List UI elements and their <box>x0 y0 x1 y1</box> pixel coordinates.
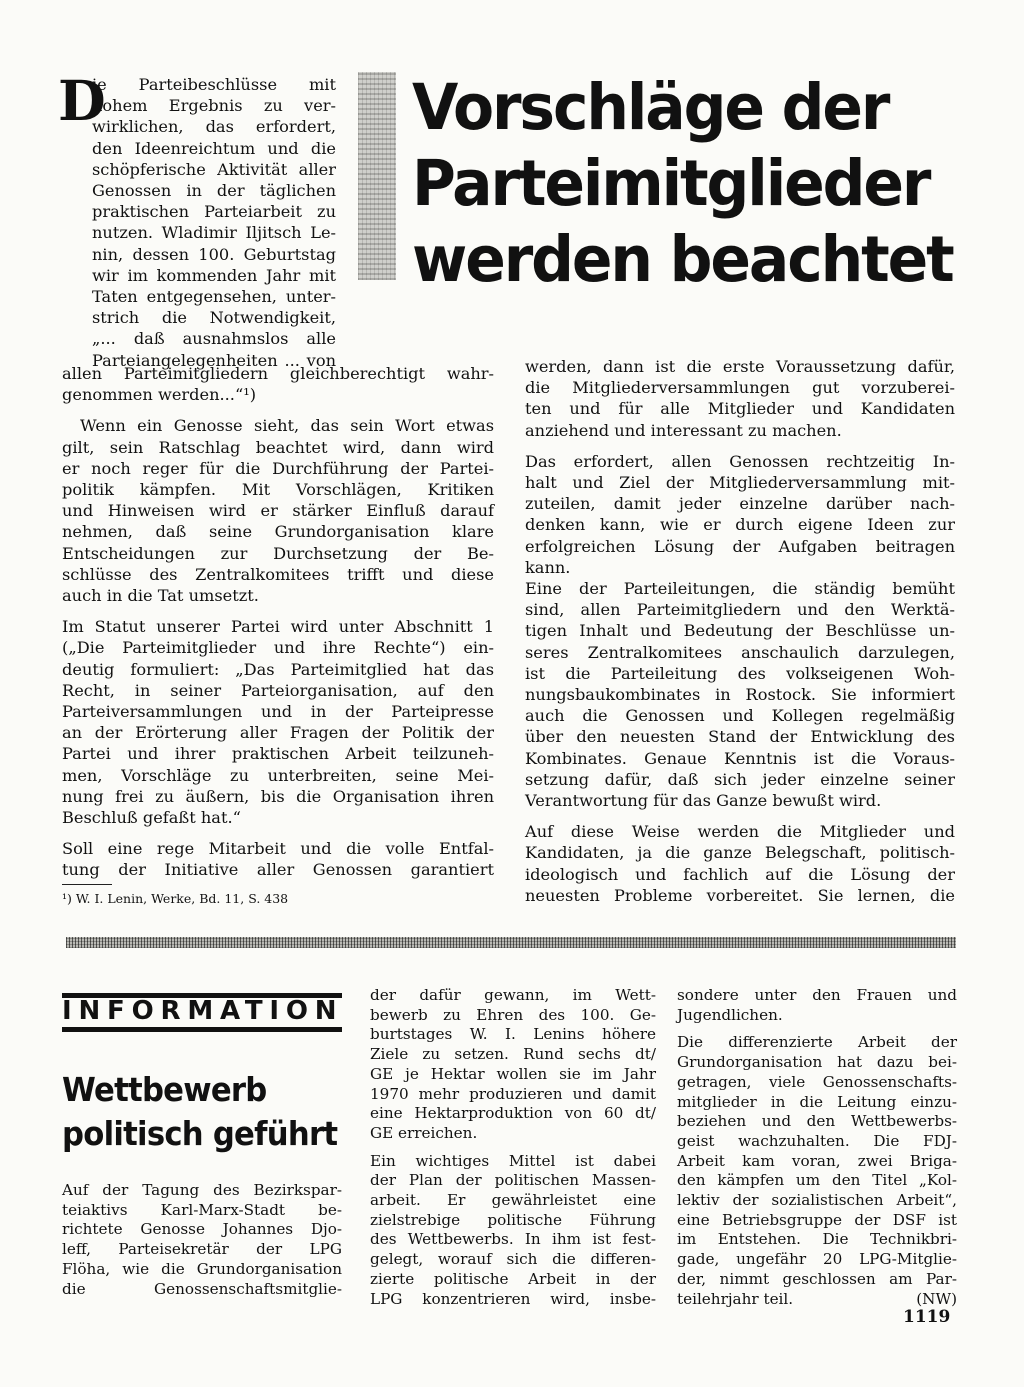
text-line: werden, dann ist die erste Voraussetzung dafür, <box>525 357 955 376</box>
text-line: wirklichen, das erfordert, <box>92 117 336 137</box>
text-line: tung der Initiative aller Genossen garantiert <box>62 860 494 880</box>
text-line: beziehen und den Wettbewerbs- <box>677 1112 957 1131</box>
section-separator <box>66 937 956 948</box>
text-line: Parteiversammlungen und in der Parteipresse <box>62 702 494 722</box>
text-line: Taten entgegensehen, unter- <box>92 287 336 307</box>
text-line: burtstages W. I. Lenins höhere <box>370 1025 656 1044</box>
footnote: ¹) W. I. Lenin, Werke, Bd. 11, S. 438 <box>62 891 289 906</box>
text-line: GE erreichen. <box>370 1123 478 1142</box>
text-line: nehmen, daß seine Grundorganisation klare <box>62 522 494 542</box>
text-line: an der Erörterung aller Fragen der Politik der <box>62 723 494 743</box>
headline-line: politisch geführt <box>62 1114 338 1153</box>
text-line: teilehrjahr teil. <box>677 1289 794 1308</box>
intro-paragraph <box>92 74 336 371</box>
text-line: nung frei zu äußern, bis die Organisation ihren <box>62 786 494 806</box>
text-line: eine Betriebsgruppe der DSF ist <box>677 1210 957 1229</box>
text-line: Wenn ein Genosse sieht, das sein Wort etwas <box>80 416 494 436</box>
footnote-rule <box>62 884 112 885</box>
text-line: Ein wichtiges Mittel ist dabei <box>370 1151 656 1170</box>
text-line: Eine der Parteileitungen, die ständig bemüht <box>525 579 955 599</box>
text-line: ideologisch und fachlich auf die Lösung der <box>525 864 955 884</box>
text-line: sind, allen Parteimitgliedern und den Werktä- <box>525 600 955 620</box>
text-line: Recht, in seiner Parteiorganisation, auf den <box>62 680 494 700</box>
text-line: leff, Parteisekretär der LPG <box>62 1240 342 1259</box>
text-line: Im Statut unserer Partei wird unter Abschnitt 1 <box>62 617 494 637</box>
text-line: halt und Ziel der Mitgliederversammlung mit- <box>525 473 955 493</box>
text-line: teiaktivs Karl-Marx-Stadt be- <box>62 1200 342 1219</box>
text-line: Genossen in der täglichen <box>92 181 336 201</box>
info-headline <box>62 1068 338 1156</box>
text-line: er noch reger für die Durchführung der Partei- <box>62 458 494 478</box>
text-line: men, Vorschläge zu unterbreiten, seine Mei- <box>62 765 494 785</box>
text-line: gilt, sein Ratschlag beachtet wird, dann wird <box>62 437 494 457</box>
text-line: hohem Ergebnis zu ver- <box>92 96 336 116</box>
text-line: sondere unter den Frauen und <box>677 986 957 1004</box>
text-line: tigen Inhalt und Bedeutung der Beschlüsse un- <box>525 621 955 641</box>
text-line: die Mitgliederversammlungen gut vorzuberei- <box>525 378 955 398</box>
text-line: getragen, viele Genossenschafts- <box>677 1072 957 1091</box>
text-line: über den neuesten Stand der Entwicklung des <box>525 727 955 747</box>
text-line: Entscheidungen zur Durchsetzung der Be- <box>62 543 494 563</box>
text-line: Auf diese Weise werden die Mitglieder und <box>525 822 955 842</box>
text-line: im Entstehen. Die Technikbri- <box>677 1230 957 1249</box>
text-line: gelegt, worauf sich die differen- <box>370 1250 656 1269</box>
text-line: Flöha, wie die Grundorganisation <box>62 1259 342 1278</box>
drop-cap: D <box>58 68 106 133</box>
text-line: und Hinweisen wird er stärker Einfluß darauf <box>62 501 494 521</box>
text-line: gade, ungefähr 20 LPG-Mitglie- <box>677 1250 957 1269</box>
text-line: den Ideenreichtum und die <box>92 138 336 158</box>
text-line: schöpferische Aktivität aller <box>92 159 336 179</box>
text-line: denken kann, wie er durch eigene Ideen zur <box>525 515 955 535</box>
text-line: „... daß ausnahmslos alle <box>92 329 336 349</box>
text-line: Parteiangelegenheiten ... von <box>92 350 336 370</box>
text-line: geist wachzuhalten. Die FDJ- <box>677 1131 957 1150</box>
text-line: nin, dessen 100. Geburtstag <box>92 244 336 264</box>
text-line: Auf der Tagung des Bezirkspar- <box>62 1181 342 1199</box>
text-line: Partei und ihrer praktischen Arbeit teilzuneh- <box>62 744 494 764</box>
text-line: Arbeit kam voran, zwei Briga- <box>677 1151 957 1170</box>
text-line: („Die Parteimitglieder und ihre Rechte“) ein- <box>62 638 494 658</box>
text-line: anziehend und interessant zu machen. <box>525 420 842 440</box>
text-line: der, nimmt geschlossen am Par- <box>677 1269 957 1288</box>
text-line: Ziele zu setzen. Rund sechs dt/ <box>370 1045 656 1064</box>
text-line: Das erfordert, allen Genossen rechtzeitig In- <box>525 451 955 471</box>
info-rule-bottom <box>62 1027 342 1032</box>
text-line: Jugendlichen. <box>677 1005 783 1024</box>
headline-grain-bar <box>358 72 396 280</box>
text-line: mitglieder in die Leitung einzu- <box>677 1092 957 1111</box>
text-line: praktischen Parteiarbeit zu <box>92 202 336 222</box>
text-line: deutig formuliert: „Das Parteimitglied hat das <box>62 659 494 679</box>
text-line: zuteilen, damit jeder einzelne darüber nach- <box>525 494 955 514</box>
text-line: politik kämpfen. Mit Vorschlägen, Kritiken <box>62 480 494 500</box>
text-line: den kämpfen um den Titel „Kol- <box>677 1171 957 1190</box>
text-line: ten und für alle Mitglieder und Kandidaten <box>525 399 955 419</box>
text-line: seres Zentralkomitees anschaulich darzulegen, <box>525 642 955 662</box>
text-line: zierte politische Arbeit in der <box>370 1269 656 1288</box>
article-headline <box>412 70 953 298</box>
info-column-1 <box>62 1181 342 1299</box>
text-line: lektiv der sozialistischen Arbeit“, <box>677 1191 957 1210</box>
text-line: kann. <box>525 557 571 577</box>
text-line: ist die Parteileitung des volkseigenen Woh- <box>525 663 955 683</box>
left-column <box>62 363 494 881</box>
text-line: Kandidaten, ja die ganze Belegschaft, politisch- <box>525 843 955 863</box>
text-line: Kombinates. Genaue Kenntnis ist die Voraus- <box>525 748 955 768</box>
text-line: nutzen. Wladimir Iljitsch Le- <box>92 223 336 243</box>
headline-line: Wettbewerb <box>62 1070 267 1109</box>
headline-line: Vorschläge der <box>412 71 889 144</box>
text-line: ie Parteibeschlüsse mit <box>92 75 336 94</box>
text-line: richtete Genosse Johannes Djo- <box>62 1220 342 1239</box>
text-line: zielstrebige politische Führung <box>370 1210 656 1229</box>
text-line: eine Hektarproduktion von 60 dt/ <box>370 1104 656 1123</box>
text-line: GE je Hektar wollen sie im Jahr <box>370 1064 656 1083</box>
text-line: strich die Notwendigkeit, <box>92 308 336 328</box>
text-line: Die differenzierte Arbeit der <box>677 1033 957 1052</box>
text-line: Verantwortung für das Ganze bewußt wird. <box>525 791 882 811</box>
text-line: Grundorganisation hat dazu bei- <box>677 1053 957 1072</box>
text-line: Soll eine rege Mitarbeit und die volle Entfal- <box>62 839 494 859</box>
text-line: LPG konzentrieren wird, insbe- <box>370 1289 656 1308</box>
info-label: INFORMATION <box>62 996 344 1026</box>
signature: (NW) <box>916 1289 957 1308</box>
text-line: wir im kommenden Jahr mit <box>92 265 336 285</box>
text-line: allen Parteimitgliedern gleichberechtigt wahr- <box>62 364 494 383</box>
text-line: 1970 mehr produzieren und damit <box>370 1084 656 1103</box>
text-line: die Genossenschaftsmitglie- <box>62 1279 342 1298</box>
text-line: genommen werden...“¹) <box>62 385 257 405</box>
text-line: nungsbaukombinates in Rostock. Sie informiert <box>525 685 955 705</box>
text-line: auch in die Tat umsetzt. <box>62 586 259 606</box>
text-line: erfolgreichen Lösung der Aufgaben beitragen <box>525 536 955 556</box>
info-column-2 <box>370 986 656 1309</box>
right-column <box>525 356 955 906</box>
text-line: bewerb zu Ehren des 100. Ge- <box>370 1005 656 1024</box>
headline-line: Parteimitglieder <box>412 147 930 220</box>
text-line: der dafür gewann, im Wett- <box>370 986 656 1004</box>
text-line: arbeit. Er gewährleistet eine <box>370 1191 656 1210</box>
text-line: setzung dafür, daß sich jeder einzelne seiner <box>525 769 955 789</box>
headline-line: werden beachtet <box>412 223 953 296</box>
text-line: Beschluß gefaßt hat.“ <box>62 808 241 828</box>
text-line: auch die Genossen und Kollegen regelmäßig <box>525 706 955 726</box>
text-line: des Wettbewerbs. In ihm ist fest- <box>370 1230 656 1249</box>
page-number: 1119 <box>903 1307 951 1327</box>
info-column-3 <box>677 986 957 1309</box>
text-line: neuesten Probleme vorbereitet. Sie lernen, die <box>525 885 955 905</box>
text-line: schlüsse des Zentralkomitees trifft und diese <box>62 564 494 584</box>
text-line: der Plan der politischen Massen- <box>370 1171 656 1190</box>
